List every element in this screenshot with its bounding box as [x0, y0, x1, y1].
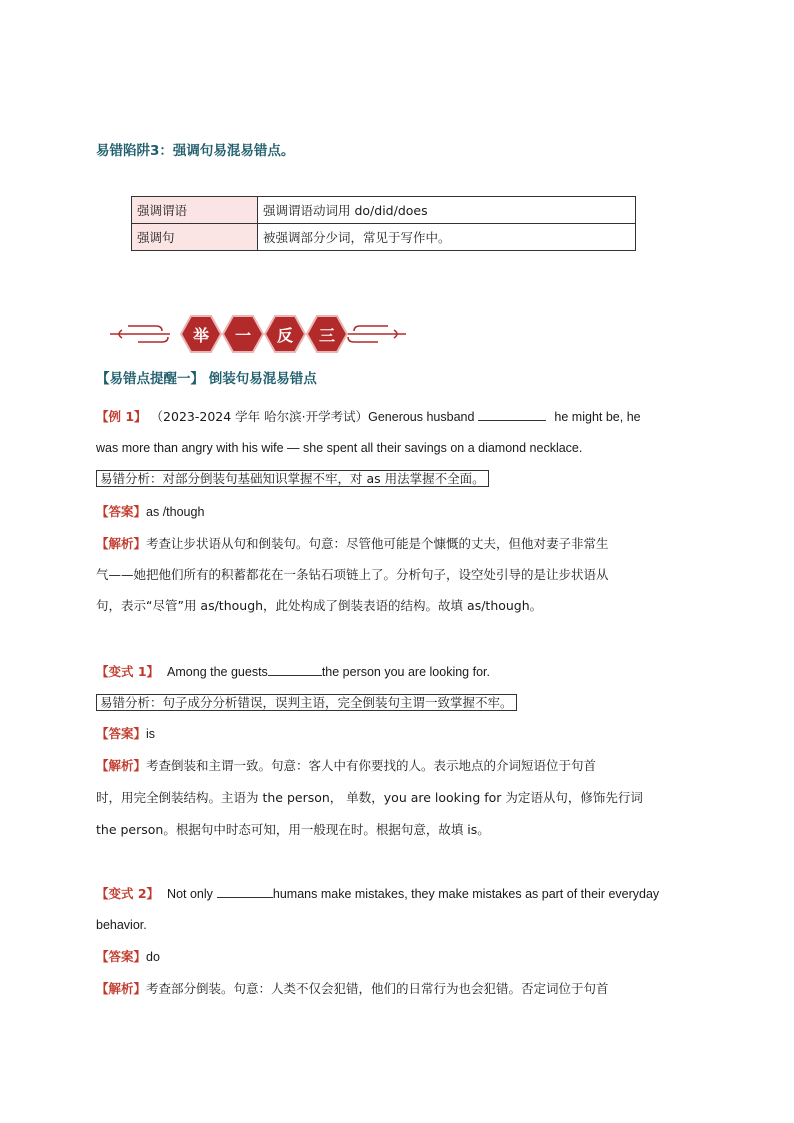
variant1-analysis: [96, 758, 596, 774]
answer-tag: 【答案】: [96, 949, 147, 964]
emphasis-table: [131, 196, 636, 251]
answer-tag: 【答案】: [96, 726, 147, 741]
answer-tag: 【答案】: [96, 504, 147, 519]
banner-char: 三: [318, 326, 335, 345]
answer-value: do: [146, 950, 160, 964]
answer-blank: [478, 408, 546, 421]
analysis-text: 考查让步状语从句和倒装句。句意：尽管他可能是个慷慨的丈夫，但他对妻子非常生: [146, 536, 609, 551]
analysis-text: the person。根据句中时态可知，用一般现在时。根据句意，故填 is。: [96, 822, 490, 837]
banner-char: 举: [192, 326, 209, 345]
example1-q-part2: he might be, he: [554, 410, 641, 424]
example1-q-part1: Generous husband: [368, 410, 475, 424]
answer-blank: [268, 663, 322, 676]
analysis-text: 时，用完全倒装结构。主语为 the person， 单数，you are looking for 为定语从句，修饰先行词: [96, 790, 643, 805]
banner: [108, 304, 408, 356]
variant2-answer: [96, 949, 160, 965]
analysis-text: 考查部分倒装。句意：人类不仅会犯错，他们的日常行为也会犯错。否定词位于句首: [146, 981, 609, 996]
example1-q-line2: was more than angry with his wife — she spent all their savings on a diamond necklace.: [96, 441, 583, 455]
section-title: 【易错点提醒一】 倒装句易混易错点: [96, 371, 317, 387]
example1-analysis: [96, 536, 609, 552]
variant1-question: [96, 663, 490, 680]
variant1-q-part1: Among the guests: [167, 665, 268, 679]
analysis-tag: 【解析】: [96, 758, 147, 773]
variant2-q-part1: Not only: [167, 887, 213, 901]
analysis-text: 考查倒装和主谓一致。句意：客人中有你要找的人。表示地点的介词短语位于句首: [146, 758, 597, 773]
variant2-q-line2: behavior.: [96, 918, 147, 932]
table-cell-label: 强调谓语: [132, 197, 258, 224]
table-cell-desc: 被强调部分少词，常见于写作中。: [258, 224, 636, 251]
analysis-tag: 【解析】: [96, 536, 147, 551]
analysis-tag: 【解析】: [96, 981, 147, 996]
variant2-tag: 【变式 2】: [96, 886, 160, 901]
answer-value: is: [146, 727, 156, 741]
analysis-text: 气——她把他们所有的积蓄都花在一条钻石项链上了。分析句子，设空处引导的是让步状语从: [96, 567, 609, 582]
example1-source: （2023-2024 学年 哈尔滨·开学考试）: [150, 409, 369, 424]
variant2-analysis: [96, 981, 609, 997]
error-analysis-box: 易错分析：句子成分分析错误，误判主语，完全倒装句主谓一致掌握不牢。: [96, 694, 517, 711]
table-row: [132, 224, 636, 251]
banner-ornament-icon: [108, 304, 408, 356]
example1-question: [96, 408, 641, 425]
variant1-q-part2: the person you are looking for.: [321, 665, 490, 679]
variant1-answer: [96, 726, 155, 742]
answer-blank: [217, 885, 273, 898]
table-cell-desc: 强调谓语动词用 do/did/does: [258, 197, 636, 224]
analysis-text: 句，表示“尽管”用 as/though，此处构成了倒装表语的结构。故填 as/though。: [96, 598, 543, 613]
banner-char: 反: [276, 326, 293, 345]
variant1-tag: 【变式 1】: [96, 664, 160, 679]
variant2-question: [96, 885, 659, 902]
example1-tag: 【例 1】: [96, 409, 147, 424]
variant2-q-part2: humans make mistakes, they make mistakes as part of their everyday: [272, 887, 660, 901]
example1-answer: [96, 504, 204, 520]
error-analysis-box: 易错分析：对部分倒装句基础知识掌握不牢，对 as 用法掌握不全面。: [96, 470, 489, 487]
table-cell-label: 强调句: [132, 224, 258, 251]
banner-char: 一: [234, 326, 251, 345]
table-row: [132, 197, 636, 224]
answer-value: as /though: [146, 505, 205, 519]
trap-title: 易错陷阱3：强调句易混易错点。: [96, 143, 295, 159]
